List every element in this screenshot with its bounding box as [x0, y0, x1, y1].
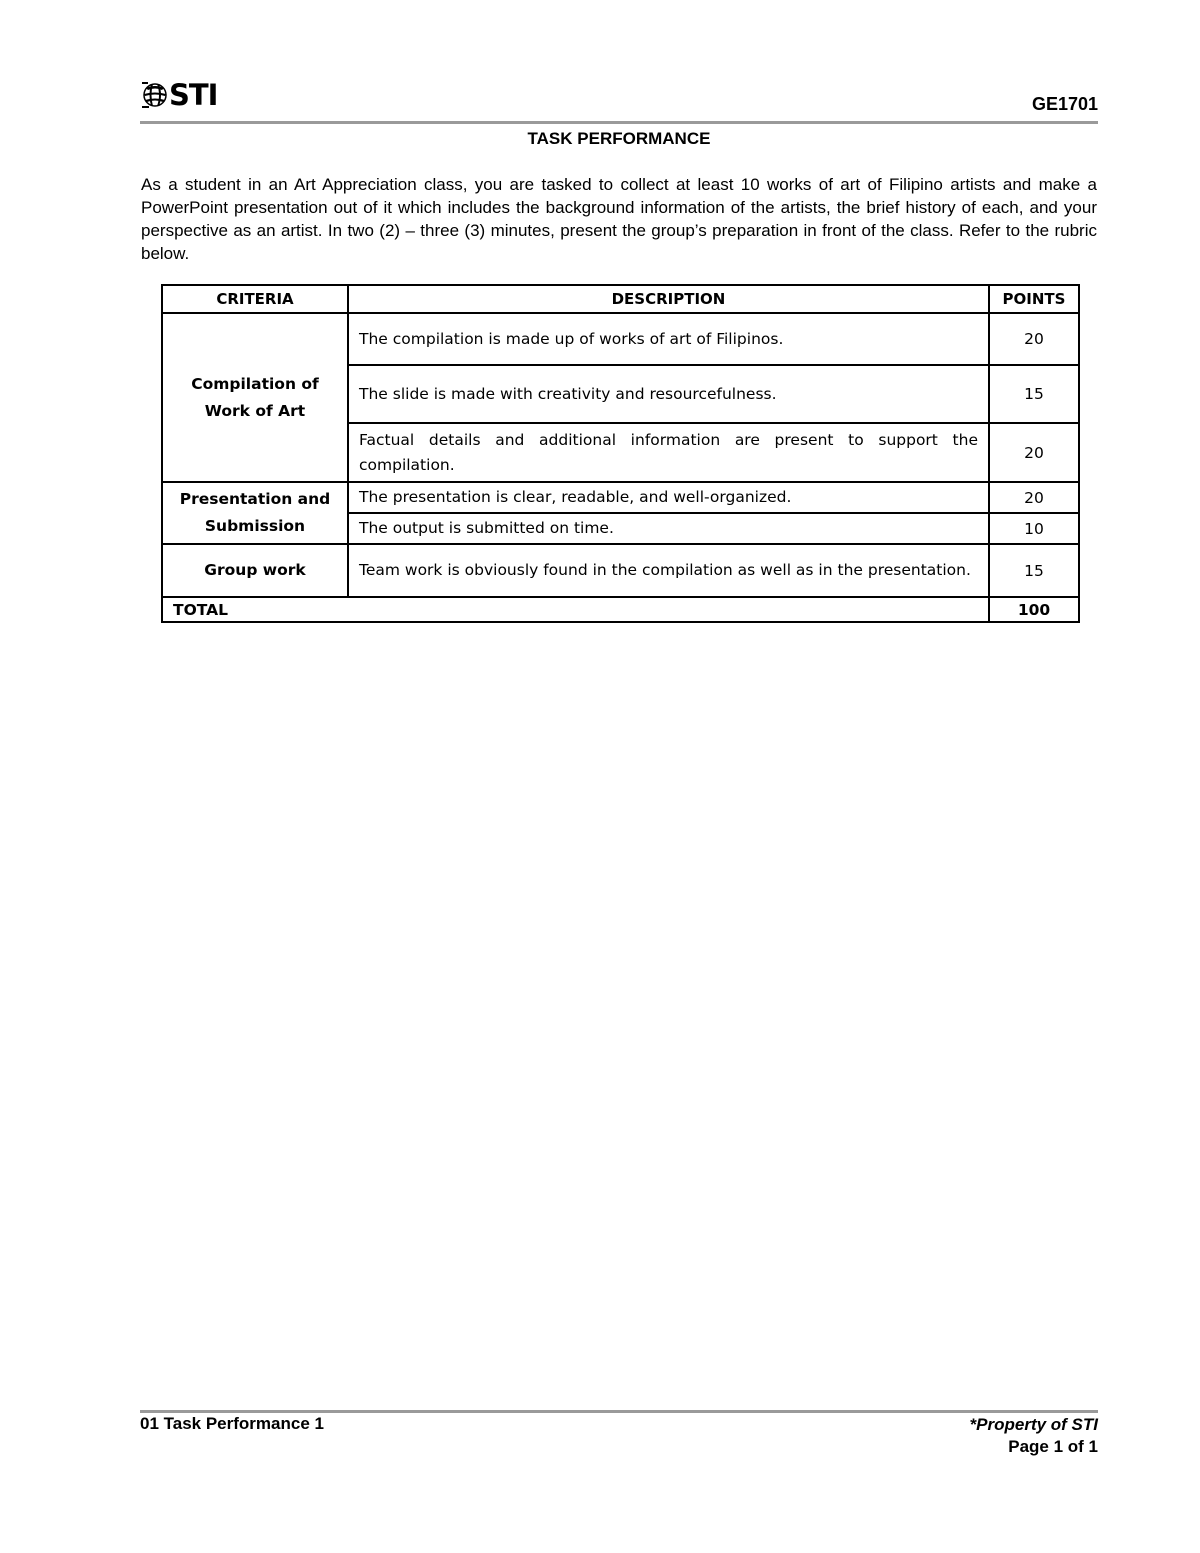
page-title: TASK PERFORMANCE — [527, 129, 711, 148]
page-number: Page 1 of 1 — [1008, 1437, 1098, 1456]
criteria-cell: Presentation and Submission — [162, 482, 348, 544]
rubric-table — [161, 284, 1080, 623]
points-cell: 20 — [989, 423, 1079, 482]
footer-right — [970, 1414, 1098, 1458]
points-cell: 15 — [989, 544, 1079, 597]
points-cell: 20 — [989, 313, 1079, 365]
criteria-header: CRITERIA — [162, 285, 348, 313]
document-label: 01 Task Performance 1 — [140, 1414, 324, 1433]
logo-text: STI — [169, 77, 218, 112]
table-row — [162, 482, 1079, 513]
description-cell: The output is submitted on time. — [348, 513, 989, 544]
description-cell: Factual details and additional information are present to support the compilation. — [348, 423, 989, 482]
points-cell: 20 — [989, 482, 1079, 513]
globe-icon — [142, 80, 168, 110]
description-header: DESCRIPTION — [348, 285, 989, 313]
points-header: POINTS — [989, 285, 1079, 313]
description-cell: Team work is obviously found in the compilation as well as in the presentation. — [348, 544, 989, 597]
criteria-cell: Group work — [162, 544, 348, 597]
header-divider — [140, 121, 1098, 124]
points-cell: 15 — [989, 365, 1079, 423]
course-code: GE1701 — [1031, 94, 1098, 114]
property-notice: *Property of STI — [969, 1415, 1098, 1434]
table-row — [162, 313, 1079, 365]
total-label: TOTAL — [162, 597, 989, 622]
total-row — [162, 597, 1079, 622]
description-cell: The compilation is made up of works of art of Filipinos. — [348, 313, 989, 365]
points-cell: 10 — [989, 513, 1079, 544]
criteria-cell: Compilation of Work of Art — [162, 313, 348, 482]
description-cell: The slide is made with creativity and resourcefulness. — [348, 365, 989, 423]
sti-logo — [142, 77, 218, 112]
table-row — [162, 544, 1079, 597]
table-header-row — [162, 285, 1079, 313]
description-cell: The presentation is clear, readable, and well-organized. — [348, 482, 989, 513]
instructions-paragraph: As a student in an Art Appreciation class, you are tasked to collect at least 10 works of art of Filipino artists and make a PowerPoint presentation out of it which includes the background information of the artists, the brief history of each, and your perspective as an artist. In two (2) – three (3) minutes, present the group’s preparation in front of the class. Refer to the rubric below. — [141, 175, 1097, 263]
footer-divider — [140, 1410, 1098, 1413]
total-value: 100 — [989, 597, 1079, 622]
